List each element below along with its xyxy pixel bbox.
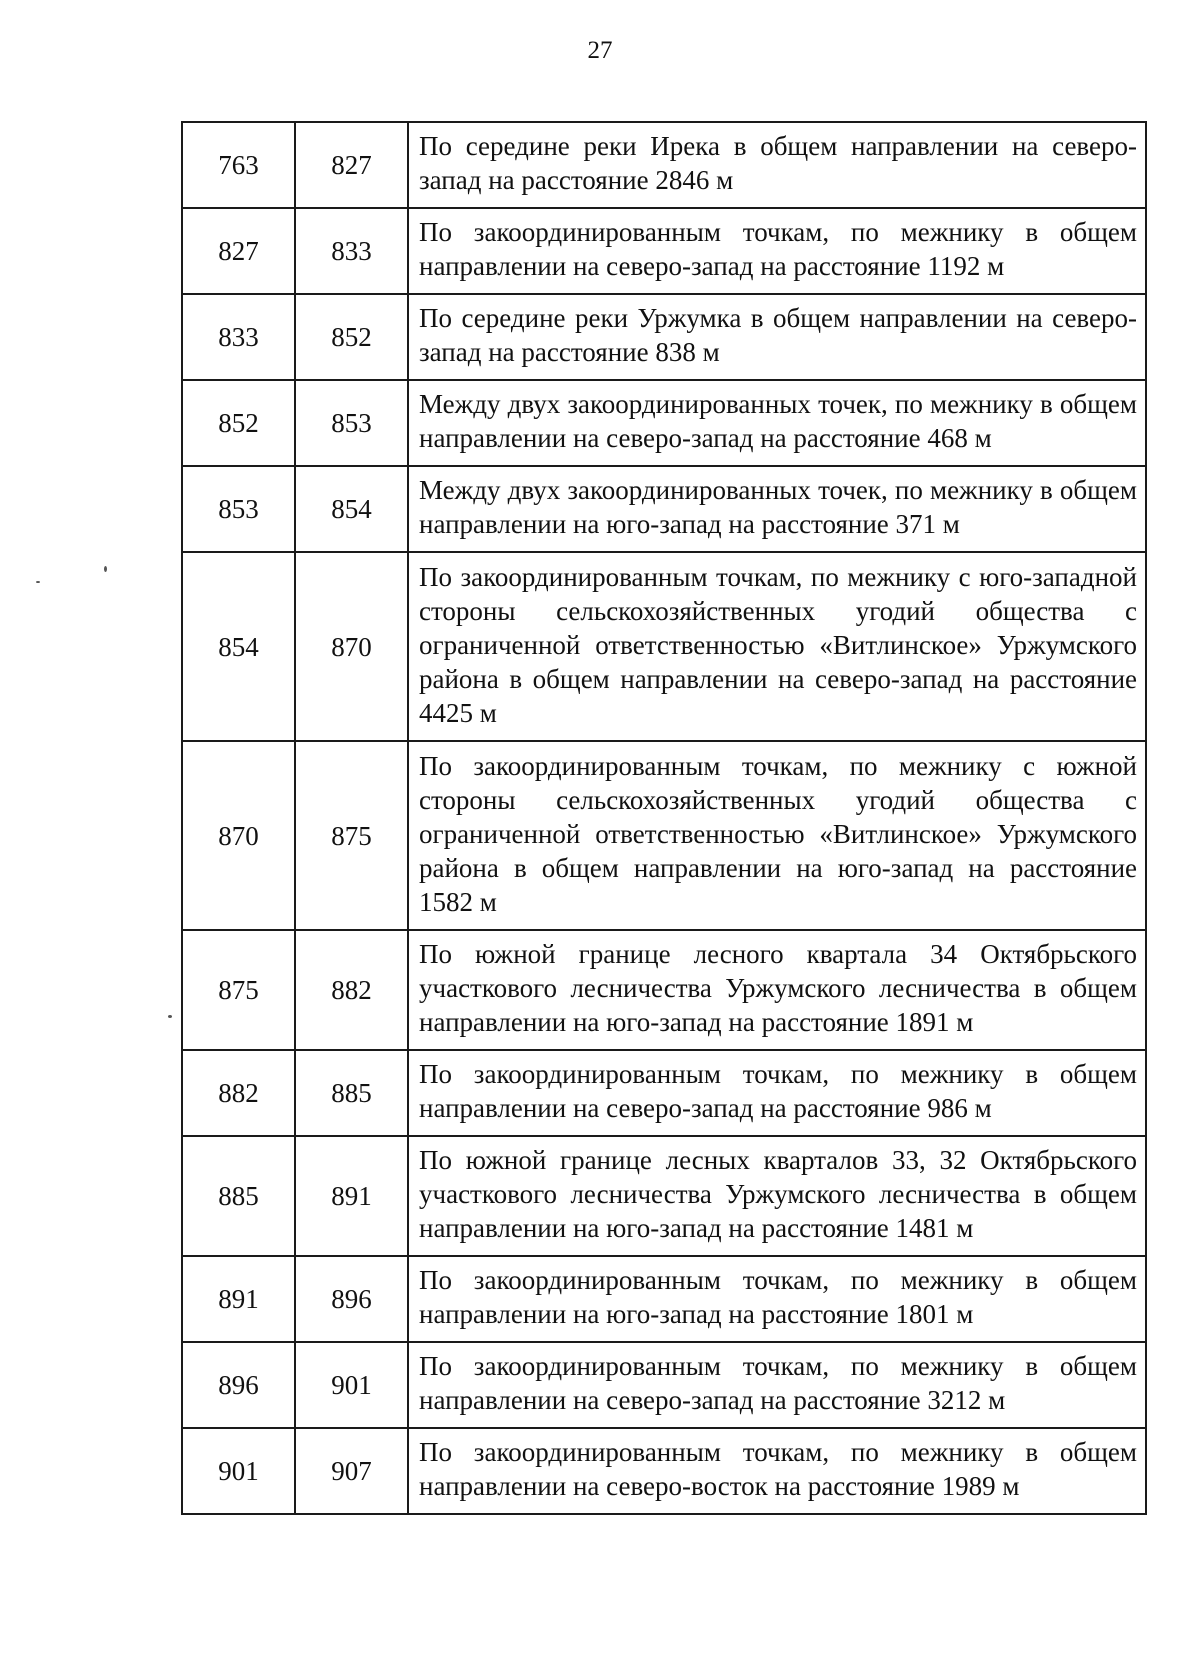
from-point-cell: 852 — [182, 380, 295, 466]
to-point-cell: 853 — [295, 380, 408, 466]
table-row — [182, 1428, 1146, 1514]
to-point-cell: 882 — [295, 930, 408, 1050]
description-cell: По закоординированным точкам, по межнику с юго-западной стороны сельскохозяйственных угодий общества с ограниченной ответственностью «Витлинское» Уржумского района в общем направлении на северо-запад на расстояние 4425 м — [408, 552, 1146, 741]
from-point-cell: 901 — [182, 1428, 295, 1514]
description-cell: По закоординированным точкам, по межнику с южной стороны сельскохозяйственных угодий общества с ограниченной ответственностью «Витлинское» Уржумского района в общем направлении на юго-запад на расстояние 1582 м — [408, 741, 1146, 930]
from-point-cell: 827 — [182, 208, 295, 294]
description-cell: По южной границе лесных кварталов 33, 32 Октябрьского участкового лесничества Уржумского лесничества в общем направлении на юго-запад на расстояние 1481 м — [408, 1136, 1146, 1256]
from-point-cell: 891 — [182, 1256, 295, 1342]
table-row — [182, 466, 1146, 552]
from-point-cell: 763 — [182, 122, 295, 208]
from-point-cell: 896 — [182, 1342, 295, 1428]
description-cell: Между двух закоординированных точек, по межнику в общем направлении на юго-запад на расстояние 371 м — [408, 466, 1146, 552]
page-number: 27 — [587, 37, 613, 64]
to-point-cell: 852 — [295, 294, 408, 380]
to-point-cell: 875 — [295, 741, 408, 930]
scan-speck — [168, 1015, 172, 1018]
description-cell: По середине реки Уржумка в общем направлении на северо-запад на расстояние 838 м — [408, 294, 1146, 380]
description-cell: По середине реки Ирека в общем направлении на северо-запад на расстояние 2846 м — [408, 122, 1146, 208]
table-row — [182, 380, 1146, 466]
from-point-cell: 833 — [182, 294, 295, 380]
from-point-cell: 875 — [182, 930, 295, 1050]
to-point-cell: 870 — [295, 552, 408, 741]
to-point-cell: 896 — [295, 1256, 408, 1342]
to-point-cell: 827 — [295, 122, 408, 208]
from-point-cell: 885 — [182, 1136, 295, 1256]
table-row — [182, 122, 1146, 208]
to-point-cell: 901 — [295, 1342, 408, 1428]
to-point-cell: 907 — [295, 1428, 408, 1514]
description-cell: По закоординированным точкам, по межнику в общем направлении на северо-запад на расстояние 3212 м — [408, 1342, 1146, 1428]
from-point-cell: 870 — [182, 741, 295, 930]
description-cell: По закоординированным точкам, по межнику в общем направлении на северо-запад на расстояние 1192 м — [408, 208, 1146, 294]
table-row — [182, 1050, 1146, 1136]
description-cell: По южной границе лесного квартала 34 Октябрьского участкового лесничества Уржумского лесничества в общем направлении на юго-запад на расстояние 1891 м — [408, 930, 1146, 1050]
description-cell: По закоординированным точкам, по межнику в общем направлении на юго-запад на расстояние 1801 м — [408, 1256, 1146, 1342]
table-row — [182, 741, 1146, 930]
table-row — [182, 1256, 1146, 1342]
to-point-cell: 854 — [295, 466, 408, 552]
table-row — [182, 208, 1146, 294]
description-cell: По закоординированным точкам, по межнику в общем направлении на северо-запад на расстояние 986 м — [408, 1050, 1146, 1136]
table-row — [182, 552, 1146, 741]
to-point-cell: 891 — [295, 1136, 408, 1256]
table-row — [182, 1136, 1146, 1256]
from-point-cell: 882 — [182, 1050, 295, 1136]
table-row — [182, 930, 1146, 1050]
to-point-cell: 885 — [295, 1050, 408, 1136]
table-row — [182, 1342, 1146, 1428]
table-row — [182, 294, 1146, 380]
from-point-cell: 854 — [182, 552, 295, 741]
from-point-cell: 853 — [182, 466, 295, 552]
scan-speck — [36, 581, 40, 583]
scan-speck — [104, 566, 107, 572]
to-point-cell: 833 — [295, 208, 408, 294]
description-cell: По закоординированным точкам, по межнику в общем направлении на северо-восток на расстояние 1989 м — [408, 1428, 1146, 1514]
description-cell: Между двух закоординированных точек, по межнику в общем направлении на северо-запад на расстояние 468 м — [408, 380, 1146, 466]
boundary-table — [181, 121, 1147, 1515]
